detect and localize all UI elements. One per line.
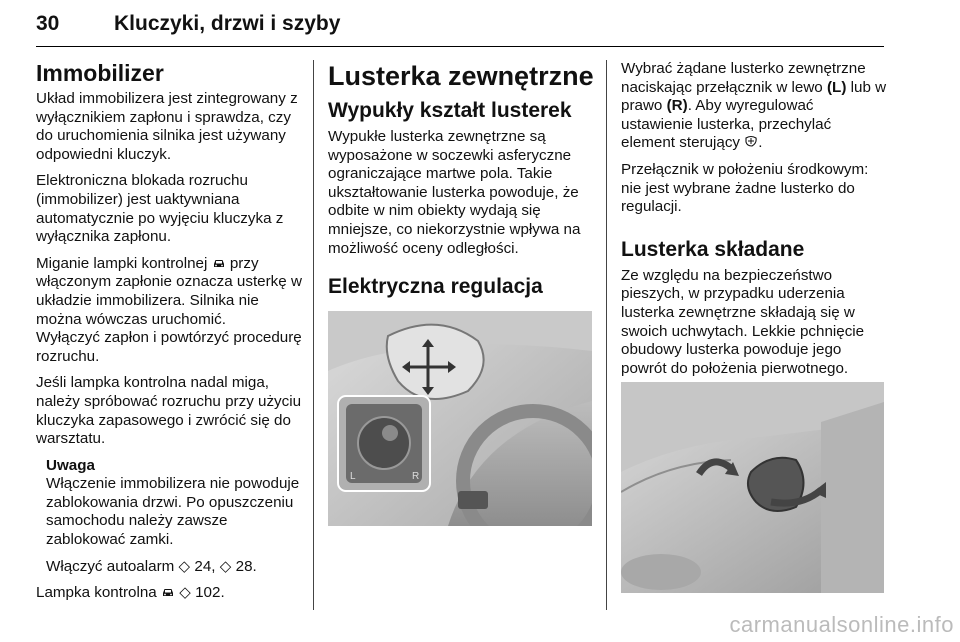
paragraph: Układ immobilizera jest zintegrowany z wyłącznikiem zapłonu i sprawdza, czy do uruchomienia silnika jest używany odpowiedni kluczyk. xyxy=(36,90,298,163)
column-divider-1 xyxy=(313,60,314,610)
paragraph: Lampka kontrolna ◇ 102. xyxy=(36,584,225,602)
section-heading: Lusterka zewnętrzne xyxy=(328,61,594,91)
mirror-control-figure xyxy=(328,311,592,526)
column-mirrors xyxy=(328,60,594,304)
page-title: Kluczyki, drzwi i szyby xyxy=(114,12,341,35)
paragraph: Miganie lampki kontrolnej przy włączonym zapłonie oznacza usterkę w układzie immobilizera. Silnika nie można wówczas uruchomić. xyxy=(36,254,302,328)
paragraph: Jeśli lampka kontrolna nadal miga, należy spróbować rozruchu przy użyciu kluczyka zapasowego i zwrócić się do warsztatu. xyxy=(36,374,302,448)
svg-text:L: L xyxy=(350,471,356,482)
paragraph: Wybrać żądane lusterko zewnętrzne naciskając przełącznik w lewo (L) lub w prawo (R). Aby wyregulować ustawienie lusterka, przechylać element sterujący . xyxy=(621,60,887,152)
mirror-adjust-icon xyxy=(744,135,758,148)
paragraph: Ze względu na bezpieczeństwo pieszych, w przypadku uderzenia lusterka zewnętrzne składają się w swoich uchwytach. Lekkie pchnięcie obudowy lusterka powoduje jego powrót do położenia pierwotnego. xyxy=(621,266,865,377)
column-immobilizer xyxy=(36,60,304,611)
car-key-icon xyxy=(212,257,226,269)
car-key-icon xyxy=(161,586,175,598)
subsection-heading: Wypukły kształt lusterek xyxy=(328,99,572,122)
paragraph: Elektroniczna blokada rozruchu (immobilizer) jest uaktywniana automatycznie po wyjęciu kluczyka z wyłącznika zapłonu. xyxy=(36,172,284,246)
folding-mirror-figure xyxy=(621,382,884,593)
page-header xyxy=(36,8,884,46)
paragraph: Wypukłe lusterka zewnętrzne są wyposażone w soczewki asferyczne ograniczające martwe pola. Takie ukształtowanie lusterka powoduje, że odbite w nim obiekty wydają się mniejsze, co niekorzystnie wpływa na możliwość oceny odległości. xyxy=(328,128,581,257)
column-mirror-adjust xyxy=(621,60,887,386)
note-title: Uwaga xyxy=(46,456,95,474)
header-rule xyxy=(36,46,884,47)
subsection-heading: Elektryczna regulacja xyxy=(328,275,543,299)
column-divider-2 xyxy=(606,60,607,610)
svg-text:R: R xyxy=(412,471,420,482)
note-box xyxy=(36,457,304,577)
section-heading: Immobilizer xyxy=(36,60,164,86)
subsection-heading: Lusterka składane xyxy=(621,237,805,261)
note-reference[interactable]: Włączyć autoalarm ◇ 24, ◇ 28. xyxy=(46,557,257,575)
paragraph: Wyłączyć zapłon i powtórzyć procedurę rozruchu. xyxy=(36,329,302,365)
note-text: Włączenie immobilizera nie powoduje zablokowania drzwi. Po opuszczeniu samochodu należy zawsze zablokować zamki. xyxy=(46,475,300,549)
page-reference[interactable]: ◇ 102. xyxy=(179,584,225,602)
page-number: 30 xyxy=(36,12,60,35)
watermark: carmanualsonline.info xyxy=(729,612,954,637)
paragraph: Przełącznik w położeniu środkowym: nie jest wybrane żadne lusterko do regulacji. xyxy=(621,160,869,216)
